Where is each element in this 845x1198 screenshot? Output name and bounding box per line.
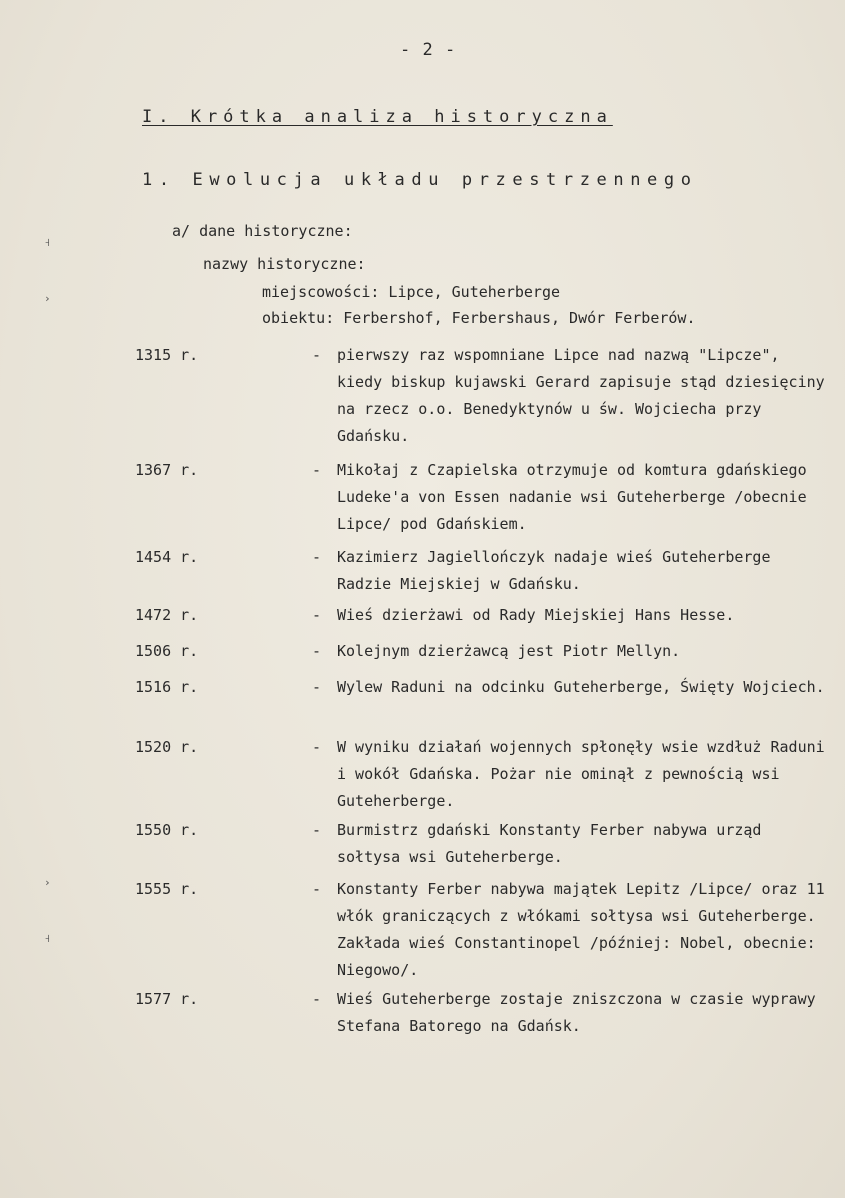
timeline-year: 1577 r. (135, 990, 199, 1008)
timeline-event: - Burmistrz gdański Konstanty Ferber nabywa urząd sołtysa wsi Guteherberge. (312, 817, 827, 871)
historical-names-places: miejscowości: Lipce, Guteherberge (262, 283, 561, 301)
timeline-event: - Mikołaj z Czapielska otrzymuje od komtura gdańskiego Ludeke'a von Essen nadanie wsi Guteherberge /obecnie Lipce/ pod Gdańskiem. (312, 457, 827, 538)
subsection-label: a/ dane historyczne: (172, 222, 353, 240)
historical-names-objects: obiektu: Ferbershof, Ferbershaus, Dwór Ferberów. (262, 309, 696, 327)
chapter-title: I. Krótka analiza historyczna (142, 107, 613, 127)
timeline-year: 1520 r. (135, 738, 199, 756)
margin-mark: › (44, 876, 51, 889)
section-title: 1. Ewolucja układu przestrzennego (142, 170, 698, 190)
timeline-event: - pierwszy raz wspomniane Lipce nad nazwą "Lipcze", kiedy biskup kujawski Gerard zapisuje stąd dziesięciny na rzecz o.o. Benedyktynów u św. Wojciecha przy Gdańsku. (312, 342, 827, 450)
margin-mark: › (44, 292, 51, 305)
timeline-event: - Wieś dzierżawi od Rady Miejskiej Hans Hesse. (312, 602, 827, 629)
page-number: - 2 - (400, 40, 457, 60)
timeline-event-text: pierwszy raz wspomniane Lipce nad nazwą "Lipcze", kiedy biskup kujawski Gerard zapisuje stąd dziesięciny na rzecz o.o. Benedyktynów u św. Wojciecha przy Gdańsku. (337, 346, 825, 445)
timeline-event: - W wyniku działań wojennych spłonęły wsie wzdłuż Raduni i wokół Gdańska. Pożar nie ominął z pewnością wsi Guteherberge. (312, 734, 827, 815)
timeline-year: 1555 r. (135, 880, 199, 898)
timeline-year: 1516 r. (135, 678, 199, 696)
timeline-event-text: Kolejnym dzierżawcą jest Piotr Mellyn. (337, 642, 681, 660)
timeline-year: 1472 r. (135, 606, 199, 624)
timeline-event-text: Burmistrz gdański Konstanty Ferber nabywa urząd sołtysa wsi Guteherberge. (337, 821, 762, 866)
historical-names-label: nazwy historyczne: (203, 255, 366, 273)
timeline-event-text: Wieś Guteherberge zostaje zniszczona w czasie wyprawy Stefana Batorego na Gdańsk. (337, 990, 816, 1035)
timeline-year: 1454 r. (135, 548, 199, 566)
margin-mark: ˧ (44, 932, 51, 945)
margin-mark: ˧ (44, 236, 51, 249)
timeline-event-text: Konstanty Ferber nabywa majątek Lepitz /Lipce/ oraz 11 włók graniczących z włókami sołtysa wsi Guteherberge. Zakłada wieś Constantinopel /później: Nobel, obecnie: Niegowo/. (337, 880, 825, 979)
timeline-event: - Kolejnym dzierżawcą jest Piotr Mellyn. (312, 638, 827, 665)
timeline-event-text: W wyniku działań wojennych spłonęły wsie wzdłuż Raduni i wokół Gdańska. Pożar nie ominął z pewnością wsi Guteherberge. (337, 738, 825, 810)
timeline-event-text: Wieś dzierżawi od Rady Miejskiej Hans Hesse. (337, 606, 735, 624)
timeline-year: 1315 r. (135, 346, 199, 364)
timeline-year: 1550 r. (135, 821, 199, 839)
timeline-event-text: Wylew Raduni na odcinku Guteherberge, Święty Wojciech. (337, 678, 825, 696)
timeline-event: - Konstanty Ferber nabywa majątek Lepitz /Lipce/ oraz 11 włók graniczących z włókami sołtysa wsi Guteherberge. Zakłada wieś Constantinopel /później: Nobel, obecnie: Niegowo/. (312, 876, 827, 984)
timeline-event-text: Mikołaj z Czapielska otrzymuje od komtura gdańskiego Ludeke'a von Essen nadanie wsi Guteherberge /obecnie Lipce/ pod Gdańskiem. (337, 461, 807, 533)
timeline-event: - Kazimierz Jagiellończyk nadaje wieś Guteherberge Radzie Miejskiej w Gdańsku. (312, 544, 827, 598)
timeline-event: - Wylew Raduni na odcinku Guteherberge, Święty Wojciech. (312, 674, 827, 701)
timeline-year: 1506 r. (135, 642, 199, 660)
timeline-year: 1367 r. (135, 461, 199, 479)
timeline-event-text: Kazimierz Jagiellończyk nadaje wieś Guteherberge Radzie Miejskiej w Gdańsku. (337, 548, 771, 593)
timeline-event: - Wieś Guteherberge zostaje zniszczona w czasie wyprawy Stefana Batorego na Gdańsk. (312, 986, 827, 1040)
